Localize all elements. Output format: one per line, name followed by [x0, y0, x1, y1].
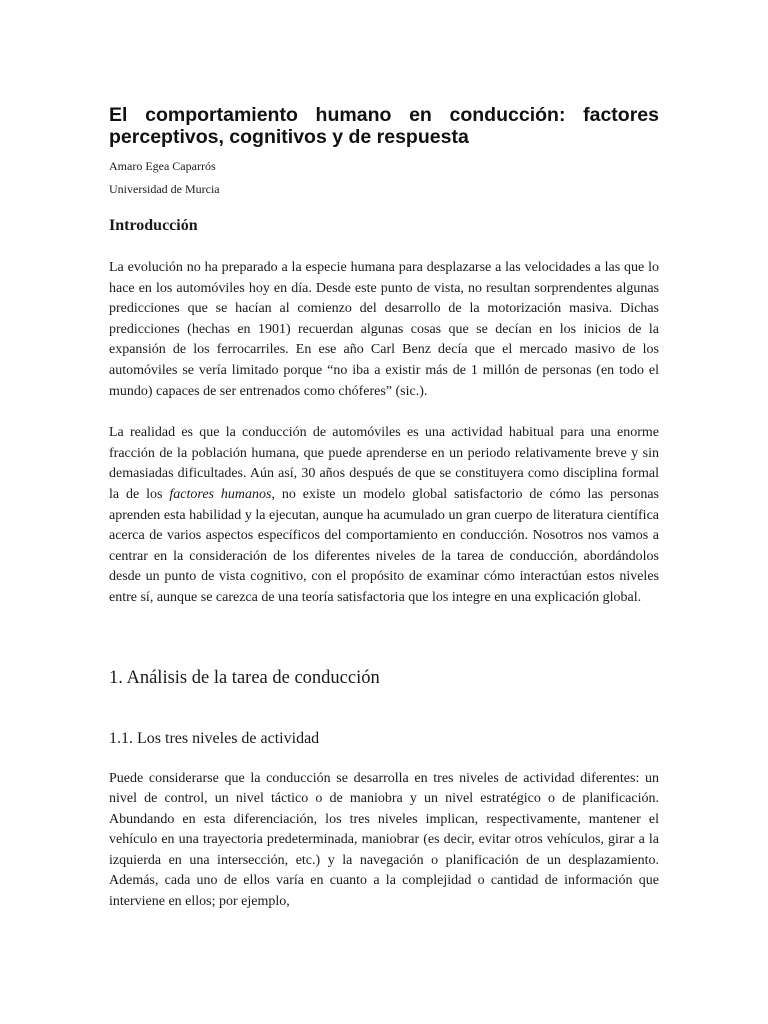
document-title-line-1: El comportamiento humano en conducción: factores [109, 104, 659, 126]
document-title [109, 104, 659, 148]
introduction-heading: Introducción [109, 217, 198, 234]
subsection-1-1-heading: 1.1. Los tres niveles de actividad [109, 729, 320, 747]
section-1-1-paragraph-1: Puede considerarse que la conducción se desarrolla en tres niveles de actividad diferentes: un nivel de control, un nivel táctico o de maniobra y un nivel estratégico o de planificación. Abundando en esta diferenciación, los tres niveles implican, respectivamente, mantener el vehículo en una trayectoria predeterminada, maniobrar (es decir, evitar otros vehículos, girar a la izquierda en una intersección, etc.) y la navegación o planificación de un desplazamiento. Además, cada uno de ellos varía en cuanto a la complejidad o cantidad de información que interviene en ellos; por ejemplo, [109, 770, 659, 910]
paragraph-2-text-end: , no existe un modelo global satisfactorio de cómo las personas aprenden esta habilidad y la ejecutan, aunque ha acumulado un gran cuerpo de literatura científica acerca de varios aspectos específicos del comportamiento en conducción. Nosotros nos vamos a centrar en la consideración de los diferentes niveles de la tarea de conducción, abordándolos desde un punto de vista cognitivo, con el propósito de examinar cómo interactúan estos niveles entre sí, aunque se carezca de una teoría satisfactoria que los integre en una explicación global. [109, 486, 660, 605]
document-content [109, 104, 659, 913]
section-1-heading: 1. Análisis de la tarea de conducción [109, 667, 380, 688]
paragraph-2-emphasis: factores humanos [169, 486, 272, 502]
paragraph-2-text-start: La realidad es que la conducción de automóviles es una actividad habitual para una enorme fracción de la población humana, que puede aprenderse en un periodo relativamente breve y sin demasiadas dificultades. Aún así, 30 años después de que se constituyera como disciplina formal la de los [109, 425, 659, 502]
introduction-paragraph-1: La evolución no ha preparado a la especie humana para desplazarse a las velocidades a las que lo hace en los automóviles hoy en día. Desde este punto de vista, no resultan sorprendentes algunas predicciones que se hacían al comienzo del desarrollo de la motorización masiva. Dichas predicciones (hechas en 1901) recuerdan algunas cosas que se decían en los inicios de la expansión de los ferrocarriles. En ese año Carl Benz decía que el mercado masivo de los automóviles se vería limitado porque “no iba a existir más de 1 millón de personas (en todo el mundo) capaces de ser entrenados como chóferes” (sic.). [109, 260, 659, 399]
document-title-line-2: perceptivos, cognitivos y de respuesta [109, 126, 469, 148]
introduction-paragraph-2 [109, 423, 659, 608]
author-affiliation: Universidad de Murcia [109, 182, 220, 196]
author-name: Amaro Egea Caparrós [109, 159, 216, 173]
